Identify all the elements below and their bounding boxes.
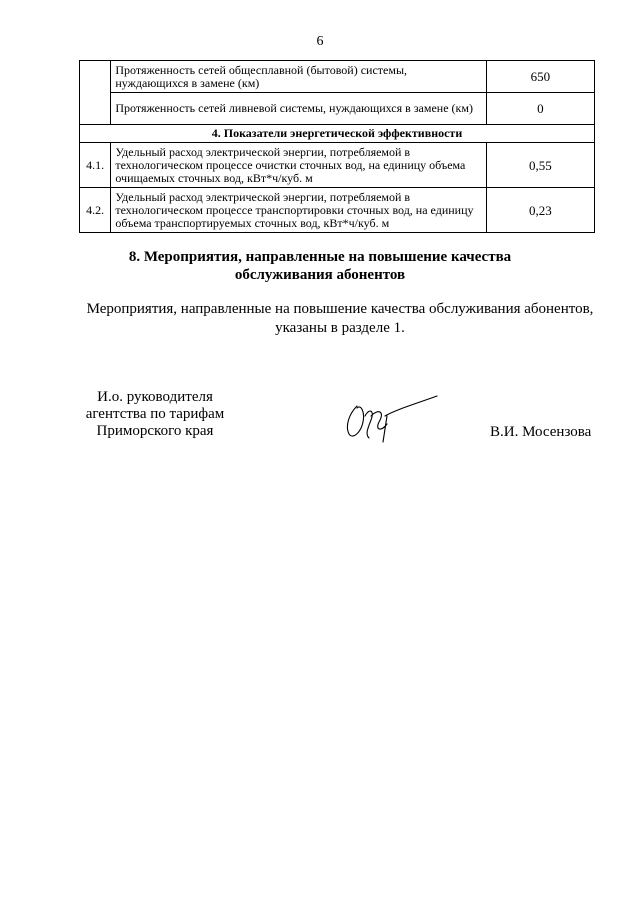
signer-title-line: Приморского края: [96, 423, 214, 439]
section-heading-line: обслуживания абонентов: [234, 267, 406, 283]
signer-title: [80, 389, 230, 440]
row-number: 4.1.: [80, 143, 111, 188]
page-number: 6: [316, 34, 324, 49]
row-value: 0: [486, 93, 594, 125]
row-value: 0,23: [486, 188, 594, 233]
section-heading: [0, 248, 640, 284]
row-description: Удельный расход электрической энергии, потребляемой в технологическом процессе транспортировки сточных вод, на единицу объема транспортируемых сточных вод, кВт*ч/куб. м: [111, 188, 486, 233]
section-title: 4. Показатели энергетической эффективности: [80, 125, 595, 143]
section-row: [80, 125, 595, 143]
section-body-text: Мероприятия, направленные на повышение качества обслуживания абонентов, указаны в разделе 1.: [86, 301, 594, 336]
row-number: 4.2.: [80, 188, 111, 233]
table-row: [80, 93, 595, 125]
handwritten-signature: [335, 386, 445, 446]
signer-name: В.И. Мосензова: [490, 424, 592, 440]
signer-title-line: агентства по тарифам: [85, 406, 225, 422]
row-description: Протяженность сетей ливневой системы, нуждающихся в замене (км): [111, 93, 486, 125]
section-heading-line: 8. Мероприятия, направленные на повышение качества: [128, 249, 512, 265]
row-description: Протяженность сетей общесплавной (бытовой) системы, нуждающихся в замене (км): [111, 61, 486, 93]
signer-title-line: И.о. руководителя: [97, 389, 213, 405]
row-value: 0,55: [486, 143, 594, 188]
table-row: [80, 143, 595, 188]
table-row: [80, 188, 595, 233]
row-value: 650: [486, 61, 594, 93]
indicators-table: [79, 60, 595, 233]
table-row: [80, 61, 595, 93]
row-number-cell: [80, 61, 111, 125]
row-description: Удельный расход электрической энергии, потребляемой в технологическом процессе очистки сточных вод, на единицу объема очищаемых сточных вод, кВт*ч/куб. м: [111, 143, 486, 188]
